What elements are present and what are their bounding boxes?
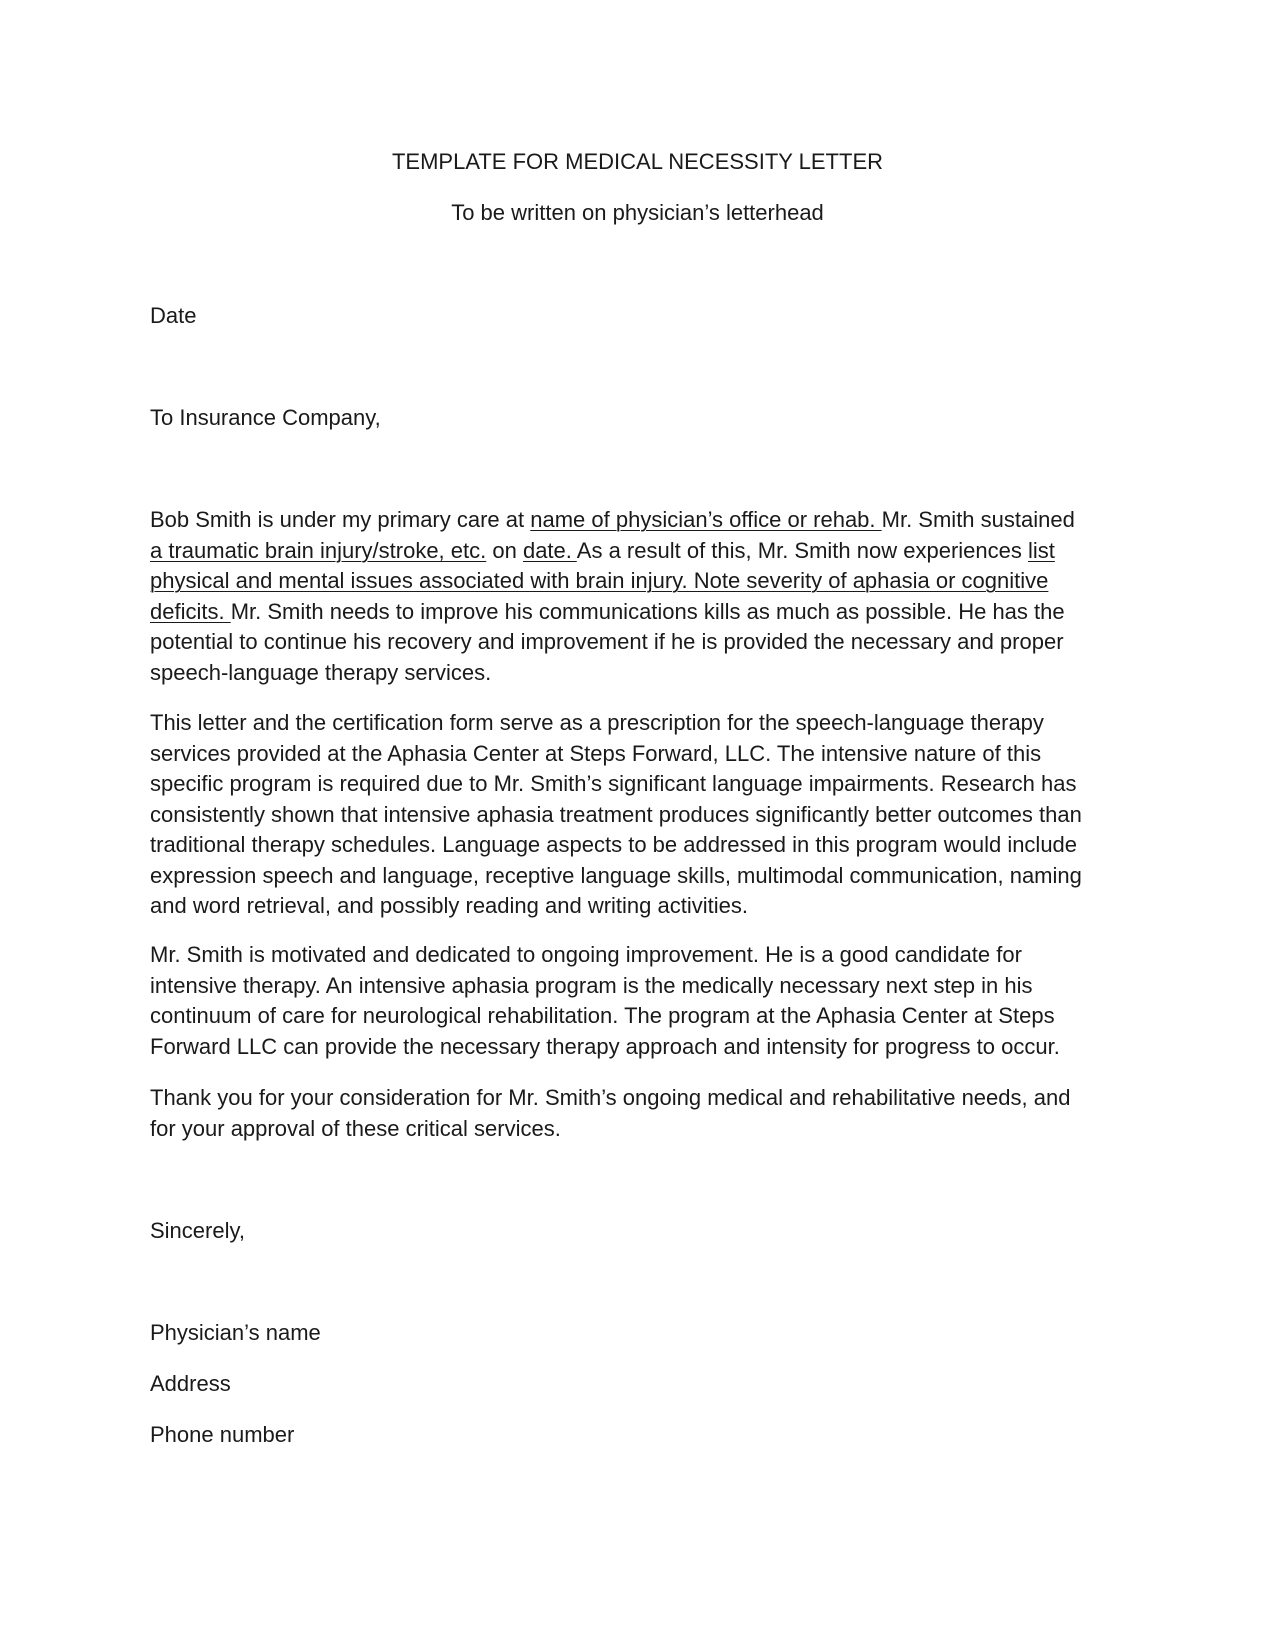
salutation: To Insurance Company, bbox=[150, 405, 381, 430]
date-placeholder: Date bbox=[150, 303, 197, 328]
text-run: As a result of this, Mr. Smith now experiences bbox=[576, 537, 1028, 563]
letter-title: TEMPLATE FOR MEDICAL NECESSITY LETTER bbox=[391, 149, 883, 174]
paragraph-line: expression speech and language, receptive language skills, multimodal communication, naming bbox=[150, 862, 1082, 888]
paragraph-line: services provided at the Aphasia Center at Steps Forward, LLC. The intensive nature of this bbox=[150, 740, 1042, 766]
text-run: Mr. Smith needs to improve his communications kills as much as possible. He has the bbox=[230, 598, 1065, 624]
signature-name: Physician’s name bbox=[150, 1320, 321, 1345]
closing: Sincerely, bbox=[150, 1218, 245, 1243]
paragraph-line bbox=[150, 505, 1135, 536]
paragraph-line bbox=[150, 597, 1135, 628]
paragraph-line: and word retrieval, and possibly reading and writing activities. bbox=[150, 893, 748, 918]
paragraph-line: intensive therapy. An intensive aphasia program is the medically necessary next step in his bbox=[150, 972, 1033, 998]
paragraph-line: continuum of care for neurological rehabilitation. The program at the Aphasia Center at Steps bbox=[150, 1003, 1055, 1028]
signature-address: Address bbox=[150, 1371, 231, 1396]
paragraph-program-description bbox=[150, 708, 1135, 922]
paragraph-line: consistently shown that intensive aphasia treatment produces significantly better outcomes than bbox=[150, 801, 1082, 827]
paragraph-line: Forward LLC can provide the necessary therapy approach and intensity for progress to occur. bbox=[150, 1033, 1060, 1059]
paragraph-line: specific program is required due to Mr. Smith’s significant language impairments. Research has bbox=[150, 771, 1077, 796]
paragraph-line: traditional therapy schedules. Language aspects to be addressed in this program would include bbox=[150, 832, 1078, 857]
issues-placeholder: deficits. bbox=[150, 598, 231, 624]
issues-placeholder: list bbox=[1027, 537, 1055, 563]
signature-phone: Phone number bbox=[150, 1422, 295, 1447]
paragraph-line bbox=[150, 536, 1135, 567]
paragraph-line: speech-language therapy services. bbox=[150, 659, 492, 685]
paragraph-line: potential to continue his recovery and improvement if he is provided the necessary and proper bbox=[150, 629, 1064, 654]
text-run: on bbox=[486, 537, 523, 563]
paragraph-thanks bbox=[150, 1083, 1135, 1144]
condition-placeholder: a traumatic brain injury/stroke, etc. bbox=[150, 537, 487, 563]
paragraph-candidate bbox=[150, 940, 1135, 1062]
text-run: Mr. Smith sustained bbox=[881, 507, 1075, 532]
issues-placeholder: physical and mental issues associated with brain injury. Note severity of aphasia or cognitive bbox=[150, 568, 1049, 593]
paragraph-line: for your approval of these critical services. bbox=[150, 1115, 561, 1141]
paragraph-patient-summary bbox=[150, 505, 1135, 688]
paragraph-line: This letter and the certification form serve as a prescription for the speech-language therapy bbox=[150, 710, 1044, 735]
text-run: Bob Smith is under my primary care at bbox=[150, 507, 531, 532]
paragraph-line: Thank you for your consideration for Mr. Smith’s ongoing medical and rehabilitative needs, and bbox=[150, 1085, 1071, 1110]
letter-subtitle: To be written on physician’s letterhead bbox=[451, 200, 824, 225]
office-placeholder: name of physician’s office or rehab. bbox=[530, 507, 882, 532]
injury-date-placeholder: date. bbox=[522, 537, 577, 563]
paragraph-line: Mr. Smith is motivated and dedicated to ongoing improvement. He is a good candidate for bbox=[150, 942, 1022, 967]
